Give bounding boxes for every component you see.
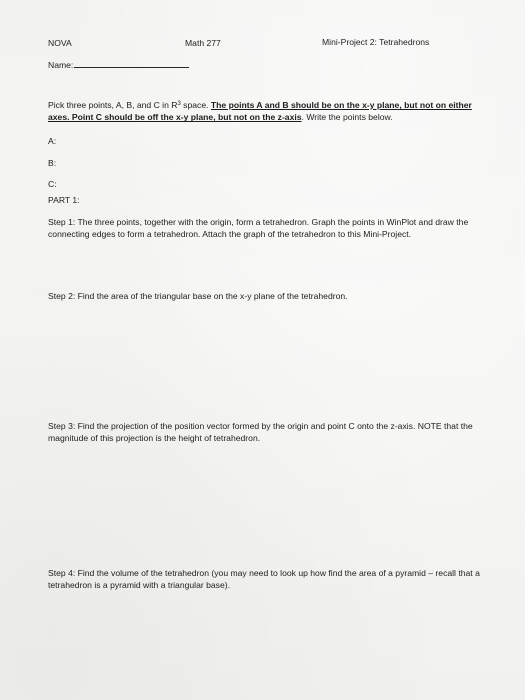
point-b-label: B: — [48, 158, 57, 168]
name-blank-line — [74, 58, 189, 68]
part-1-heading: PART 1: — [48, 195, 80, 205]
header-course: Math 277 — [185, 38, 221, 48]
name-row — [48, 58, 189, 71]
header-project-title: Mini-Project 2: Tetrahedrons — [322, 37, 430, 47]
header-school: NOVA — [48, 38, 72, 48]
instructions-underlined-requirement: The points A and B should be on the x-y plane, but not on either axes. Point C should be off the x-y plane, but not on the z-axis — [48, 100, 472, 123]
step-4-text: Step 4: Find the volume of the tetrahedron (you may need to look up how find the area of a pyramid – recall that a tetrahedron is a pyramid with a triangular base). — [48, 568, 480, 591]
step-3-text: Step 3: Find the projection of the position vector formed by the origin and point C onto the z-axis. NOTE that the magnitude of this projection is the height of tetrahedron. — [48, 421, 473, 444]
instructions-text-1: Pick three points, A, B, and C in R — [48, 100, 178, 110]
instructions-paragraph — [48, 98, 488, 124]
point-c-label: C: — [48, 179, 57, 189]
instructions-text-3: . Write the points below. — [301, 112, 393, 123]
name-label: Name: — [48, 60, 74, 70]
instructions-superscript: 3 — [177, 101, 181, 107]
point-a-label: A: — [48, 136, 57, 146]
step-1-text: Step 1: The three points, together with the origin, form a tetrahedron. Graph the points in WinPlot and draw the connecting edges to form a tetrahedron. Attach the graph of the tetrahedron to this Mini-Project. — [48, 217, 469, 240]
instructions-text-2: space. — [180, 100, 211, 110]
step-2-text: Step 2: Find the area of the triangular base on the x-y plane of the tetrahedron. — [48, 291, 348, 301]
